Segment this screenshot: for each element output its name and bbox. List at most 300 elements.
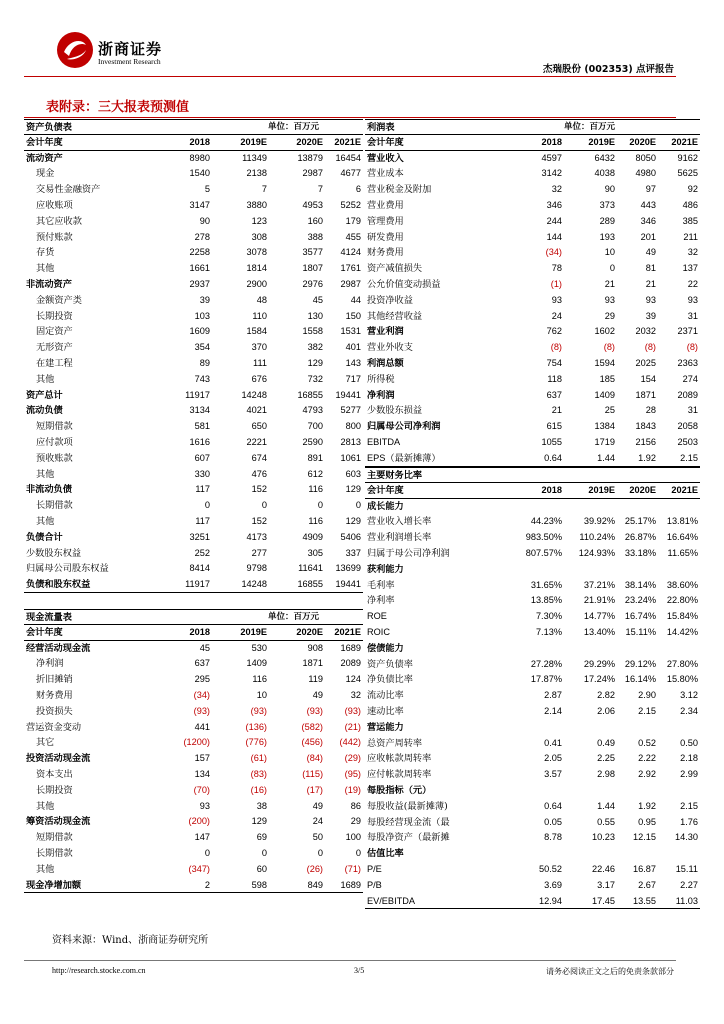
- table-row: [365, 704, 700, 720]
- row-label: 每股经营现金流（最: [367, 816, 450, 828]
- row-value: 7: [317, 184, 323, 195]
- row-value: 7.13%: [535, 626, 562, 637]
- row-value: 130: [307, 310, 323, 321]
- row-label: 获利能力: [367, 563, 404, 575]
- table-row: [365, 878, 700, 894]
- row-value: 354: [194, 342, 210, 353]
- row-value: (115): [302, 768, 323, 779]
- row-value: 129: [345, 515, 361, 526]
- row-value: 2: [204, 879, 210, 890]
- table-row: [365, 166, 700, 182]
- table-row: [24, 577, 363, 593]
- row-value: (83): [250, 768, 267, 779]
- row-value: 69: [256, 832, 267, 843]
- row-value: 137: [682, 263, 698, 274]
- row-value: (776): [245, 737, 267, 748]
- table-row: [24, 198, 363, 214]
- row-value: 0.41: [544, 737, 562, 748]
- row-label: 归属母公司股东权益: [26, 563, 109, 575]
- row-value: (442): [339, 737, 361, 748]
- row-label: 营业利润增长率: [367, 532, 432, 544]
- row-value: 3.69: [544, 879, 562, 890]
- row-label: 其它: [36, 737, 55, 749]
- row-value: 31: [687, 310, 698, 321]
- row-value: 1.92: [638, 800, 656, 811]
- header-divider: [24, 76, 676, 77]
- row-value: 8414: [189, 563, 210, 574]
- row-value: 2138: [246, 168, 267, 179]
- row-label: 净利润: [367, 389, 395, 401]
- row-value: 17.24%: [583, 674, 615, 685]
- row-value: 0: [261, 847, 267, 858]
- row-value: 150: [345, 310, 361, 321]
- table-row: [24, 656, 363, 672]
- row-value: 983.50%: [525, 532, 562, 543]
- row-value: 2987: [302, 168, 323, 179]
- column-header-1: 2018: [541, 136, 562, 147]
- row-value: 28: [645, 405, 656, 416]
- row-label: 总资产周转率: [367, 737, 423, 749]
- row-label: 长期投资: [36, 784, 73, 796]
- row-label: EV/EBITDA: [367, 895, 415, 906]
- table-title: 现金流量表: [26, 612, 72, 623]
- row-value: 90: [199, 215, 210, 226]
- table-row: [24, 419, 363, 435]
- table-row: [24, 735, 363, 751]
- table-row: [365, 815, 700, 831]
- row-value: 92: [687, 184, 698, 195]
- row-value: 2.87: [544, 690, 562, 701]
- row-value: 124: [345, 674, 361, 685]
- column-header-row: [365, 483, 700, 499]
- table-row: [24, 704, 363, 720]
- column-header-1: 2018: [541, 484, 562, 495]
- row-value: 762: [546, 326, 562, 337]
- row-value: 2258: [189, 247, 210, 258]
- table-row: [24, 514, 363, 530]
- table-row: [365, 151, 700, 167]
- table-title: 利润表: [367, 122, 395, 133]
- unit-label: 单位：百万元: [268, 612, 320, 622]
- row-value: 16.74%: [624, 611, 656, 622]
- row-value: 346: [546, 199, 562, 210]
- row-label: 在建工程: [36, 357, 73, 369]
- row-label: 营业税金及附加: [367, 184, 432, 196]
- row-value: 13.85%: [530, 595, 562, 606]
- table-row: [365, 514, 700, 530]
- row-value: 44: [350, 294, 361, 305]
- row-label: 其他: [36, 863, 55, 875]
- row-value: 0.64: [544, 800, 562, 811]
- row-value: 38.60%: [666, 579, 698, 590]
- row-value: 31: [687, 405, 698, 416]
- row-value: 44.23%: [530, 516, 562, 527]
- row-value: 0.52: [638, 737, 656, 748]
- row-value: 2.90: [638, 690, 656, 701]
- row-value: 32: [551, 184, 562, 195]
- table-row: [24, 309, 363, 325]
- column-header-4: 2021E: [334, 136, 361, 147]
- row-value: 15.80%: [666, 674, 698, 685]
- table-row: [24, 482, 363, 498]
- row-value: 17.45: [592, 895, 615, 906]
- row-value: 15.11: [675, 863, 698, 874]
- row-value: 14.42%: [666, 626, 698, 637]
- row-value: 8.78: [544, 832, 562, 843]
- row-value: 4038: [594, 168, 615, 179]
- row-value: 157: [194, 753, 210, 764]
- unit-label: 单位：百万元: [268, 122, 320, 132]
- row-value: 4909: [302, 531, 323, 542]
- row-value: 0.64: [544, 452, 562, 463]
- table-row: [24, 388, 363, 404]
- row-value: 3134: [189, 405, 210, 416]
- row-value: 32: [687, 247, 698, 258]
- row-value: (1200): [183, 737, 210, 748]
- row-value: 29: [350, 816, 361, 827]
- row-value: 5625: [677, 168, 698, 179]
- row-label: 应付帐款周转率: [367, 769, 432, 781]
- row-value: 8980: [189, 152, 210, 163]
- row-label: 净负债比率: [367, 674, 413, 686]
- row-value: (8): [603, 342, 615, 353]
- row-value: 2.15: [680, 452, 698, 463]
- table-row: [365, 230, 700, 246]
- table-row: [24, 151, 363, 167]
- table-row: [24, 324, 363, 340]
- row-value: 1061: [340, 452, 361, 463]
- row-value: 93: [199, 800, 210, 811]
- row-value: 277: [251, 547, 267, 558]
- footer-url: http://research.stocke.com.cn: [52, 966, 146, 975]
- row-value: 117: [195, 484, 210, 495]
- row-value: 0: [317, 500, 323, 511]
- column-header-1: 2018: [189, 626, 210, 637]
- column-header-row: [365, 135, 700, 151]
- row-label: 营业利润: [367, 326, 404, 338]
- row-label: 固定资产: [36, 326, 73, 338]
- row-value: 2900: [246, 278, 267, 289]
- row-value: 22: [687, 278, 698, 289]
- row-value: 97: [645, 184, 656, 195]
- row-value: 48: [256, 294, 267, 305]
- row-value: 2937: [189, 278, 210, 289]
- row-value: (95): [344, 768, 361, 779]
- row-value: 2221: [246, 436, 267, 447]
- row-value: 6: [355, 184, 361, 195]
- row-label: 成长能力: [367, 500, 404, 512]
- table-row: [365, 625, 700, 641]
- row-value: 16.64%: [666, 532, 698, 543]
- table-row: [365, 894, 700, 910]
- row-value: 93: [604, 294, 615, 305]
- row-value: 90: [604, 184, 615, 195]
- row-label: 资产负债率: [367, 658, 413, 670]
- row-value: 443: [640, 199, 656, 210]
- row-label: 估值比率: [367, 848, 404, 860]
- row-value: 1871: [302, 658, 323, 669]
- row-value: 21: [604, 278, 615, 289]
- row-value: 25.17%: [624, 516, 656, 527]
- column-header-4: 2021E: [334, 626, 361, 637]
- table-row: [24, 372, 363, 388]
- row-label: 长期借款: [36, 847, 73, 859]
- row-value: 1719: [594, 436, 615, 447]
- table-row: [24, 672, 363, 688]
- row-value: 1843: [635, 421, 656, 432]
- row-value: 5252: [340, 199, 361, 210]
- row-label: 资产减值损失: [367, 263, 423, 275]
- row-label: 财务费用: [36, 689, 73, 701]
- row-value: 1.44: [597, 452, 615, 463]
- row-value: 1.92: [638, 452, 656, 463]
- row-label: 应收账项: [36, 199, 73, 211]
- table-row: [24, 467, 363, 483]
- row-value: 49: [645, 247, 656, 258]
- row-label: 偿债能力: [367, 642, 404, 654]
- row-value: 100: [345, 832, 361, 843]
- row-label: 归属母公司净利润: [367, 421, 441, 433]
- row-value: 0.05: [544, 816, 562, 827]
- row-value: (21): [344, 721, 361, 732]
- table-row: [365, 641, 700, 657]
- row-value: 78: [551, 263, 562, 274]
- row-value: 118: [547, 373, 562, 384]
- row-value: 4793: [302, 405, 323, 416]
- row-value: 0: [609, 263, 615, 274]
- row-value: 160: [307, 215, 323, 226]
- row-value: 5: [204, 184, 210, 195]
- row-value: 441: [194, 721, 210, 732]
- row-value: 16.87: [633, 863, 656, 874]
- row-value: 4597: [541, 152, 562, 163]
- table-row: [365, 293, 700, 309]
- row-value: 152: [251, 484, 267, 495]
- row-label: 营业收入: [367, 152, 404, 164]
- row-value: 278: [194, 231, 210, 242]
- row-value: 0.95: [638, 816, 656, 827]
- row-label: 投资活动现金流: [26, 753, 91, 765]
- row-value: 12.15: [633, 832, 656, 843]
- column-header-row: [24, 135, 363, 151]
- row-value: 3577: [302, 247, 323, 258]
- row-label: 其他: [36, 373, 55, 385]
- table-row: [365, 657, 700, 673]
- row-value: 29.12%: [624, 658, 656, 669]
- row-value: 179: [345, 215, 361, 226]
- row-value: (8): [550, 342, 562, 353]
- row-value: 21: [551, 405, 562, 416]
- row-value: 274: [682, 373, 698, 384]
- table-row: [365, 435, 700, 451]
- row-value: 15.11%: [625, 626, 656, 637]
- row-value: 193: [599, 231, 615, 242]
- column-header-2: 2019E: [588, 136, 615, 147]
- row-value: 308: [251, 231, 267, 242]
- table-title-row: [365, 467, 700, 483]
- row-value: 676: [251, 373, 267, 384]
- row-value: 201: [640, 231, 656, 242]
- row-value: 754: [546, 357, 562, 368]
- row-value: 93: [551, 294, 562, 305]
- row-value: 11.65%: [667, 547, 698, 558]
- table-row: [365, 403, 700, 419]
- table-row: [24, 767, 363, 783]
- row-label: 流动负债: [26, 405, 63, 417]
- row-value: (70): [193, 784, 210, 795]
- row-label: 营业费用: [367, 199, 404, 211]
- table-row: [24, 403, 363, 419]
- row-value: 7.30%: [535, 611, 562, 622]
- row-value: 10: [256, 689, 267, 700]
- row-label: 公允价值变动损益: [367, 278, 441, 290]
- row-value: 29: [604, 310, 615, 321]
- row-value: 455: [345, 231, 361, 242]
- row-value: 305: [307, 547, 323, 558]
- table-row: [24, 182, 363, 198]
- row-label: 归属于母公司净利润: [367, 547, 450, 559]
- row-value: 0: [355, 847, 361, 858]
- row-value: 7: [261, 184, 267, 195]
- row-value: 2.15: [638, 705, 656, 716]
- row-value: 143: [345, 357, 361, 368]
- row-label: 其他: [36, 515, 55, 527]
- table-row: [365, 767, 700, 783]
- column-header-year-label: 会计年度: [26, 626, 63, 638]
- table-row: [365, 372, 700, 388]
- column-header-4: 2021E: [671, 136, 698, 147]
- row-value: 5406: [340, 531, 361, 542]
- row-value: 2.05: [544, 753, 562, 764]
- column-header-2: 2019E: [240, 136, 267, 147]
- row-value: 111: [253, 357, 267, 368]
- row-label: 流动资产: [26, 152, 63, 164]
- table-row: [365, 198, 700, 214]
- row-value: (26): [306, 863, 323, 874]
- row-value: 10.23: [592, 832, 615, 843]
- table-row: [24, 261, 363, 277]
- row-value: 50: [312, 832, 323, 843]
- row-value: 15.84%: [666, 611, 698, 622]
- row-value: 370: [251, 342, 267, 353]
- row-value: 12.94: [539, 895, 562, 906]
- table-title-row: [365, 119, 700, 135]
- row-value: 2.06: [597, 705, 615, 716]
- row-value: 2.18: [680, 753, 698, 764]
- row-value: 39.92%: [583, 516, 615, 527]
- row-label: 折旧摊销: [36, 674, 73, 686]
- table-row: [24, 340, 363, 356]
- row-value: (17): [306, 784, 323, 795]
- row-value: 23.24%: [624, 595, 656, 606]
- row-value: 116: [308, 484, 323, 495]
- row-value: 1055: [541, 436, 562, 447]
- row-value: 2590: [302, 436, 323, 447]
- row-value: 800: [345, 421, 361, 432]
- table-row: [365, 862, 700, 878]
- row-value: 346: [640, 215, 656, 226]
- row-value: 0: [261, 500, 267, 511]
- row-value: 1409: [594, 389, 615, 400]
- row-label: 无形资产: [36, 342, 73, 354]
- row-value: 33.18%: [624, 547, 656, 558]
- row-value: (136): [245, 721, 267, 732]
- row-value: 152: [251, 515, 267, 526]
- row-value: (71): [344, 863, 361, 874]
- row-value: 244: [546, 215, 562, 226]
- row-value: 22.46: [592, 863, 615, 874]
- table-row: [24, 546, 363, 562]
- row-label: 其它应收款: [36, 215, 82, 227]
- row-value: 14.30: [675, 832, 698, 843]
- column-header-year-label: 会计年度: [26, 136, 63, 148]
- row-value: 93: [687, 294, 698, 305]
- row-value: 4677: [340, 168, 361, 179]
- row-value: (61): [250, 753, 267, 764]
- table-title: 主要财务比率: [367, 470, 423, 481]
- row-value: 1.76: [680, 816, 698, 827]
- row-value: 49: [312, 800, 323, 811]
- row-value: 8050: [635, 152, 656, 163]
- row-value: 11641: [298, 563, 323, 574]
- row-value: 891: [307, 452, 323, 463]
- column-header-row: [24, 625, 363, 641]
- row-value: 476: [251, 468, 267, 479]
- row-value: 39: [645, 310, 656, 321]
- row-value: 123: [251, 215, 267, 226]
- row-value: 2.14: [544, 705, 562, 716]
- row-label: 其他: [36, 263, 55, 275]
- row-label: 少数股东损益: [367, 405, 423, 417]
- row-label: 预付账款: [36, 231, 73, 243]
- row-value: 637: [546, 389, 562, 400]
- row-value: 0: [204, 500, 210, 511]
- row-label: 研发费用: [367, 231, 404, 243]
- row-value: 93: [645, 294, 656, 305]
- row-value: 385: [682, 215, 698, 226]
- row-value: 581: [194, 421, 210, 432]
- report-title: 杰瑞股份 (002353) 点评报告: [543, 64, 674, 75]
- row-label: 现金: [36, 168, 55, 180]
- row-value: 116: [308, 515, 323, 526]
- row-value: 13.40%: [583, 626, 615, 637]
- row-value: (29): [344, 753, 361, 764]
- row-label: 短期借款: [36, 832, 73, 844]
- logo-english-name: Investment Research: [98, 57, 161, 66]
- table-row: [24, 277, 363, 293]
- table-row: [24, 799, 363, 815]
- zheshang-logo-icon: [55, 30, 95, 70]
- row-value: 849: [307, 879, 323, 890]
- row-value: 2032: [635, 326, 656, 337]
- table-row: [24, 498, 363, 514]
- row-value: 1761: [340, 263, 361, 274]
- row-label: 营运能力: [367, 721, 404, 733]
- row-value: 612: [307, 468, 323, 479]
- row-label: 现金净增加额: [26, 879, 82, 891]
- row-value: 16855: [297, 389, 323, 400]
- row-value: 2156: [635, 436, 656, 447]
- table-row: [365, 388, 700, 404]
- row-value: 21.91%: [583, 595, 615, 606]
- row-value: 674: [251, 452, 267, 463]
- row-value: 17.87%: [530, 674, 562, 685]
- column-header-4: 2021E: [671, 484, 698, 495]
- row-value: 908: [307, 642, 323, 653]
- row-value: 2089: [677, 389, 698, 400]
- row-value: 598: [251, 879, 267, 890]
- row-value: 50.52: [539, 863, 562, 874]
